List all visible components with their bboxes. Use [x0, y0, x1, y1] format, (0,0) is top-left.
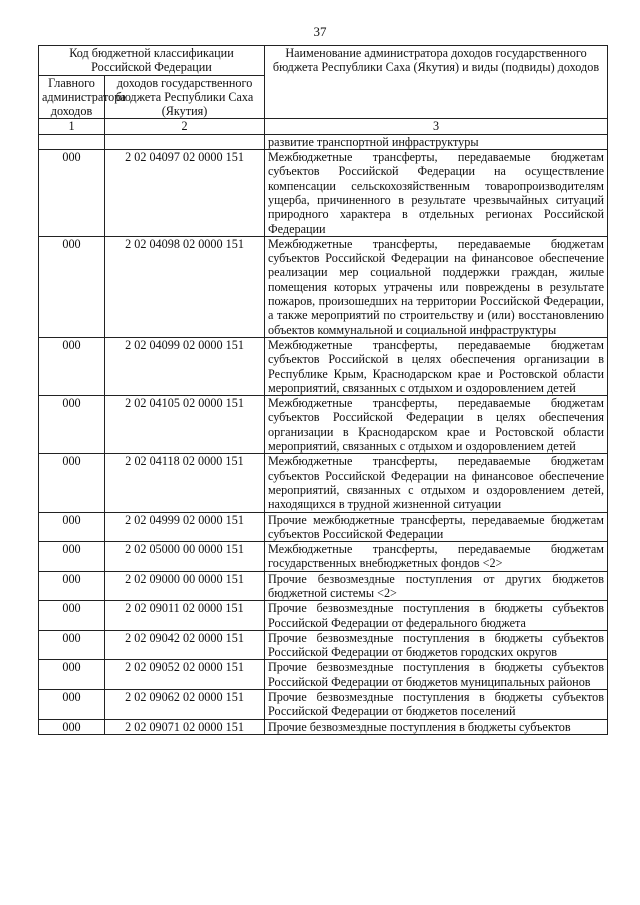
- table-row: [39, 134, 608, 149]
- revenue-code-cell: 2 02 04097 02 0000 151: [105, 150, 265, 237]
- revenue-name-cell: Межбюджетные трансферты, передаваемые бюджетам субъектов Российской Федерации в целях обеспечения организации в Краснодарском крае и Ростовской области мероприятий, связанных с отдыхом и оздоровлением детей: [265, 396, 608, 454]
- table-row: [39, 571, 608, 601]
- revenue-code-cell: 2 02 09052 02 0000 151: [105, 660, 265, 690]
- revenue-code-cell: [105, 134, 265, 149]
- header-row-top: [39, 46, 608, 76]
- revenue-code-cell: 2 02 09071 02 0000 151: [105, 719, 265, 734]
- header-group-title: Код бюджетной классификации Российской Федерации: [39, 46, 265, 76]
- revenue-code-cell: 2 02 09042 02 0000 151: [105, 630, 265, 660]
- header-admin-column: Главного администратора доходов: [39, 75, 105, 119]
- table-row: [39, 660, 608, 690]
- table-row: [39, 719, 608, 734]
- revenue-code-cell: 2 02 09011 02 0000 151: [105, 601, 265, 631]
- table-row: [39, 236, 608, 337]
- admin-code-cell: 000: [39, 236, 105, 337]
- header-name-column: Наименование администратора доходов государственного бюджета Республики Саха (Якутия) и виды (подвиды) доходов: [265, 46, 608, 119]
- revenue-name-cell: Межбюджетные трансферты, передаваемые бюджетам государственных внебюджетных фондов <2>: [265, 542, 608, 572]
- revenue-code-cell: 2 02 04099 02 0000 151: [105, 337, 265, 395]
- table-row: [39, 542, 608, 572]
- revenue-name-cell: Межбюджетные трансферты, передаваемые бюджетам субъектов Российской в целях обеспечения организации в Республике Крым, Краснодарском крае и Ростовской области мероприятий, связанных с отдыхом и оздоровлением детей: [265, 337, 608, 395]
- admin-code-cell: 000: [39, 630, 105, 660]
- admin-code-cell: 000: [39, 454, 105, 512]
- table-row: [39, 690, 608, 720]
- admin-code-cell: 000: [39, 601, 105, 631]
- revenue-name-cell: развитие транспортной инфраструктуры: [265, 134, 608, 149]
- revenue-name-cell: Межбюджетные трансферты, передаваемые бюджетам субъектов Российской Федерации на осуществление компенсации сельскохозяйственным товаропроизводителям ущерба, причиненного в результате чрезвычайных ситуаций природного характера в отдельных регионах Российской Федерации: [265, 150, 608, 237]
- header-revenue-column: доходов государственного бюджета Республики Саха (Якутия): [105, 75, 265, 119]
- revenue-name-cell: Прочие безвозмездные поступления от других бюджетов бюджетной системы <2>: [265, 571, 608, 601]
- revenue-name-cell: Прочие безвозмездные поступления в бюджеты субъектов Российской Федерации от федерального бюджета: [265, 601, 608, 631]
- revenue-name-cell: Межбюджетные трансферты, передаваемые бюджетам субъектов Российской Федерации на финансовое обеспечение мероприятий, связанных с отдыхом и оздоровлением детей, находящихся в трудной жизненной ситуации: [265, 454, 608, 512]
- header-num-2: 2: [105, 119, 265, 134]
- revenue-code-cell: 2 02 09062 02 0000 151: [105, 690, 265, 720]
- revenue-code-cell: 2 02 04098 02 0000 151: [105, 236, 265, 337]
- admin-code-cell: 000: [39, 690, 105, 720]
- table-row: [39, 337, 608, 395]
- revenue-name-cell: Прочие безвозмездные поступления в бюджеты субъектов: [265, 719, 608, 734]
- revenue-code-cell: 2 02 04118 02 0000 151: [105, 454, 265, 512]
- table-row: [39, 601, 608, 631]
- revenue-name-cell: Прочие безвозмездные поступления в бюджеты субъектов Российской Федерации от бюджетов муниципальных районов: [265, 660, 608, 690]
- admin-code-cell: 000: [39, 512, 105, 542]
- header-num-3: 3: [265, 119, 608, 134]
- header-num-1: 1: [39, 119, 105, 134]
- budget-classification-table: [38, 45, 608, 735]
- table-row: [39, 150, 608, 237]
- admin-code-cell: 000: [39, 719, 105, 734]
- admin-code-cell: 000: [39, 660, 105, 690]
- revenue-code-cell: 2 02 09000 00 0000 151: [105, 571, 265, 601]
- revenue-code-cell: 2 02 04999 02 0000 151: [105, 512, 265, 542]
- table-row: [39, 396, 608, 454]
- revenue-name-cell: Прочие безвозмездные поступления в бюджеты субъектов Российской Федерации от бюджетов городских округов: [265, 630, 608, 660]
- table-row: [39, 512, 608, 542]
- table-row: [39, 454, 608, 512]
- admin-code-cell: 000: [39, 571, 105, 601]
- revenue-name-cell: Прочие безвозмездные поступления в бюджеты субъектов Российской Федерации от бюджетов поселений: [265, 690, 608, 720]
- page-number: 37: [313, 24, 327, 39]
- admin-code-cell: [39, 134, 105, 149]
- table-row: [39, 630, 608, 660]
- admin-code-cell: 000: [39, 542, 105, 572]
- admin-code-cell: 000: [39, 396, 105, 454]
- admin-code-cell: 000: [39, 150, 105, 237]
- revenue-name-cell: Прочие межбюджетные трансферты, передаваемые бюджетам субъектов Российской Федерации: [265, 512, 608, 542]
- revenue-name-cell: Межбюджетные трансферты, передаваемые бюджетам субъектов Российской Федерации на финансовое обеспечение реализации мер социальной поддержки граждан, жилые помещения которых утрачены или повреждены в результате пожаров, произошедших на территории Российской Федерации, а также мероприятий по строительству и (или) восстановлению объектов коммунальной и социальной инфраструктуры: [265, 236, 608, 337]
- revenue-code-cell: 2 02 04105 02 0000 151: [105, 396, 265, 454]
- admin-code-cell: 000: [39, 337, 105, 395]
- revenue-code-cell: 2 02 05000 00 0000 151: [105, 542, 265, 572]
- header-number-row: [39, 119, 608, 134]
